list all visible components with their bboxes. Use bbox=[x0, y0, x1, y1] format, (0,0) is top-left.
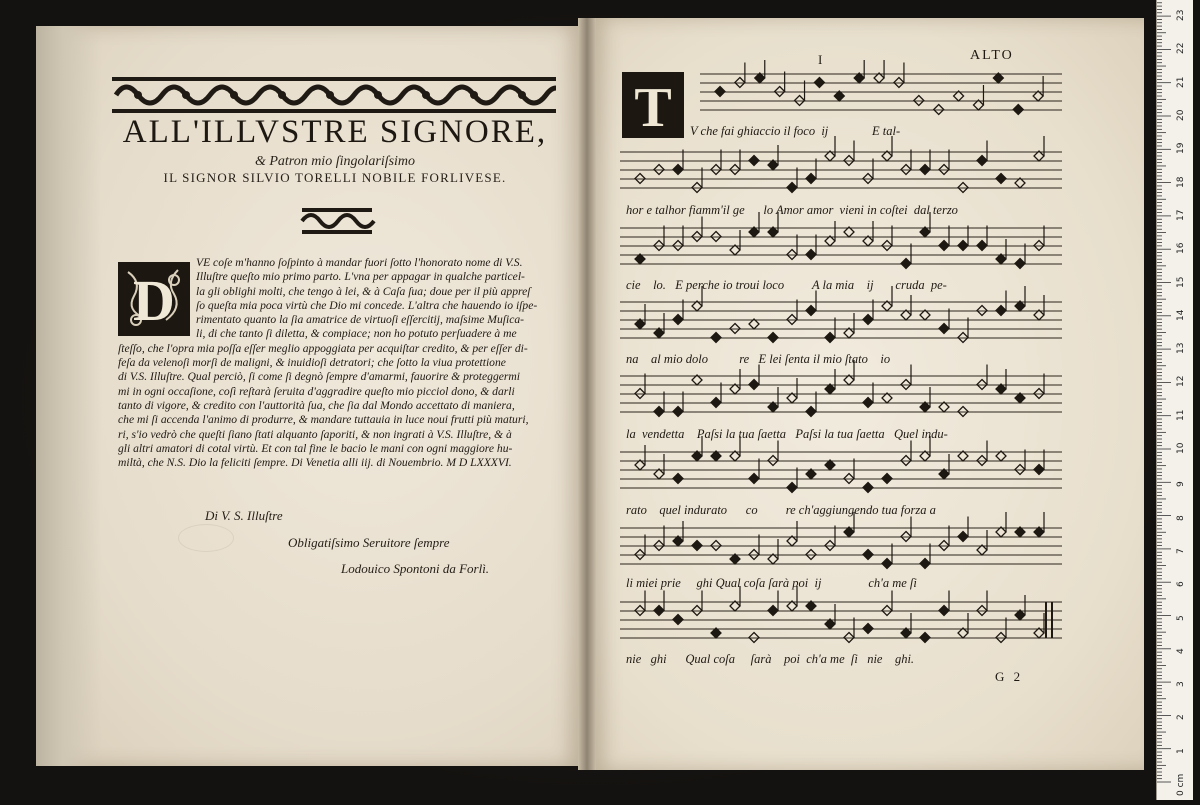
body-line: miltà, che N.S. Dio la feliciti ſempre. Di Venetia alli iij. di Nouembrio. M D LXXXVI. bbox=[118, 456, 512, 470]
body-line: di V.S. Illuſtre. Qual perciò, ſi come ſi degnò ſempre d'amarmi, fauorire & proteggermi bbox=[118, 370, 520, 384]
note-head bbox=[806, 174, 816, 184]
lyric-line: na al mio dolo re E lei ſenta il mio ſtato io bbox=[626, 352, 891, 366]
note-head bbox=[673, 165, 683, 175]
body-line: ri, s'io vedrò che queſti ſiano ſtati alquanto ſaporiti, & non ingrati à V.S. Illuſtre, & à bbox=[118, 427, 512, 441]
decorated-initial-t-letter: T bbox=[634, 77, 672, 139]
ruler-ticks bbox=[1157, 0, 1193, 800]
body-line: ſteſſo, che l'opra mia poſſa eſſer meglio appoggiata per acquiſtar credito, & per eſſer di- bbox=[118, 341, 528, 355]
note-head bbox=[939, 241, 949, 251]
note-head bbox=[673, 474, 683, 484]
ruler-label: 4 bbox=[1176, 648, 1186, 654]
note-head bbox=[749, 156, 759, 166]
left-page-edge-shadow bbox=[36, 26, 102, 766]
note-head bbox=[711, 333, 721, 343]
note-head bbox=[863, 315, 873, 325]
note-head bbox=[825, 333, 835, 343]
note-head bbox=[806, 407, 816, 417]
note-head bbox=[863, 624, 873, 634]
lyric-line: la vendetta Paſsi la tua ſaetta Paſsi la tua ſaetta Quel indu- bbox=[626, 427, 948, 441]
ruler-label: 1 bbox=[1176, 747, 1186, 754]
gathering-signature: G 2 bbox=[995, 669, 1024, 684]
ruler-label: 9 bbox=[1176, 481, 1186, 488]
body-line: ſo queſta mia poca virtù che Dio mi concede. L'altra che hauendo io iſpe- bbox=[196, 298, 538, 312]
ruler-label: 13 bbox=[1176, 342, 1186, 355]
note-head bbox=[673, 615, 683, 625]
lyric-line: nie ghi Qual coſa ſarà poi ch'a me ſi nie ghi. bbox=[626, 652, 915, 666]
ruler-label: 5 bbox=[1176, 614, 1186, 621]
note-head bbox=[863, 550, 873, 560]
note-head bbox=[768, 606, 778, 616]
note-head bbox=[863, 483, 873, 493]
dedication-body bbox=[118, 256, 562, 470]
dedicatee-name: IL SIGNOR SILVIO TORELLI NOBILE FORLIVESE. bbox=[163, 170, 507, 185]
note-head bbox=[977, 156, 987, 166]
note-head bbox=[787, 183, 797, 193]
body-line: mi in ogni occaſione, coſì reſtarà ſeruita d'aggradire queſto mio picciol dono, & darli bbox=[118, 384, 515, 398]
lyric-line: rato quel indurato co re ch'aggiungendo tua forza a bbox=[626, 503, 936, 517]
ruler-label: 20 bbox=[1176, 109, 1186, 121]
svg-text:D: D bbox=[133, 268, 175, 333]
faint-library-stamp bbox=[178, 524, 234, 552]
ruler-label: 12 bbox=[1176, 375, 1186, 388]
body-line: la gli oblighi molti, che tengo à lei, & à Caſa ſua; doue per il più appreſ bbox=[196, 284, 531, 298]
note-head bbox=[958, 241, 968, 251]
note-head bbox=[1015, 259, 1025, 269]
body-line: VE coſe m'hanno ſoſpinto à mandar fuori ſotto l'honorato nome di V.S. bbox=[196, 256, 523, 269]
ruler-label: 23 bbox=[1176, 9, 1186, 22]
measurement-ruler bbox=[1156, 0, 1193, 800]
note-head bbox=[749, 474, 759, 484]
body-line: feſa da velenoſi morſi de maligni, & inuidioſi detratori; che ſotto la viua protettione bbox=[118, 356, 506, 370]
ruler-label: 10 bbox=[1176, 442, 1186, 454]
book-gutter bbox=[578, 18, 596, 770]
dedication-subtitle: & Patron mio ſingolariſsimo bbox=[254, 154, 416, 169]
note-head bbox=[939, 324, 949, 334]
note-head bbox=[715, 87, 725, 97]
ruler-label: 6 bbox=[1176, 581, 1186, 588]
body-line: che mi ſi accenda l'animo di produrre, & mandare tuttauia in luce noui frutti più maturi, bbox=[118, 413, 529, 427]
note-head bbox=[806, 306, 816, 316]
ruler-label: 3 bbox=[1176, 681, 1186, 688]
ruler-label: 17 bbox=[1176, 209, 1186, 221]
note-head bbox=[673, 407, 683, 417]
note-head bbox=[958, 532, 968, 542]
ruler-label: 8 bbox=[1176, 514, 1186, 521]
note-head bbox=[814, 78, 824, 88]
ruler-label: 16 bbox=[1176, 242, 1186, 255]
note-head bbox=[939, 606, 949, 616]
note-head bbox=[882, 474, 892, 484]
note-head bbox=[711, 398, 721, 408]
fleuron-ornament bbox=[298, 204, 376, 238]
note-head bbox=[882, 559, 892, 569]
ruler-label: 2 bbox=[1176, 714, 1186, 721]
ruler-label: 19 bbox=[1176, 142, 1186, 155]
music-staves bbox=[600, 60, 1080, 690]
ruler-label: 11 bbox=[1176, 409, 1186, 421]
body-line: tanto di vigore, & credito con l'auttorità ſua, che ſia dal Mondo accettato di maniera, bbox=[118, 398, 515, 412]
lyric-line: V che fai ghiaccio il foco ij E tal- bbox=[690, 124, 901, 138]
note-head bbox=[654, 407, 664, 417]
closing-servant-line: Obligatiſsimo Seruitore ſempre bbox=[288, 535, 450, 550]
note-head bbox=[1034, 465, 1044, 475]
body-line: gli altri amatori di cotal virtù. Et con tal fine le bacio le mani con ogni maggiore hu- bbox=[118, 441, 513, 455]
lyric-line: hor e talhor fiamm'il ge lo Amor amor vieni in coſtei dal terzo bbox=[626, 203, 958, 217]
ruler-label: 14 bbox=[1176, 309, 1186, 321]
note-head bbox=[920, 165, 930, 175]
note-head bbox=[692, 541, 702, 551]
author-signature: Lodouico Spontoni da Forlì. bbox=[341, 561, 490, 576]
ruler-label: 7 bbox=[1176, 548, 1186, 554]
voice-part-name: ALTO bbox=[970, 48, 1014, 63]
note-head bbox=[806, 250, 816, 260]
ruler-label: 0 cm bbox=[1176, 773, 1186, 796]
part-number: I bbox=[818, 52, 823, 67]
body-line: rimentato quanto la ſia amatrice de virtuoſi eſſercitij, maſsime Muſica- bbox=[196, 313, 525, 327]
lyric-line: li miei prie ghi Qual coſa ſarà poi ij ch'a me ſi bbox=[626, 576, 917, 590]
note-head bbox=[996, 306, 1006, 316]
note-head bbox=[901, 259, 911, 269]
headpiece-ornament bbox=[112, 76, 556, 114]
closing-salutation: Di V. S. Illuſtre bbox=[205, 508, 283, 523]
ruler-label: 18 bbox=[1176, 176, 1186, 188]
ruler-label: 22 bbox=[1176, 42, 1186, 55]
note-head bbox=[977, 241, 987, 251]
ruler-label: 21 bbox=[1176, 76, 1186, 88]
note-head bbox=[768, 333, 778, 343]
note-head bbox=[996, 174, 1006, 184]
page-title: ALL'ILLVSTRE SIGNORE, bbox=[122, 114, 548, 150]
note-head bbox=[1013, 105, 1023, 115]
note-head bbox=[920, 559, 930, 569]
note-head bbox=[749, 380, 759, 390]
body-line: Illuſtre queſto mio primo parto. L'vna per appagar in qualche particel- bbox=[196, 270, 525, 284]
note-head bbox=[920, 633, 930, 643]
note-head bbox=[673, 315, 683, 325]
body-line: li, di che tanto ſi diletta, & compiace; non ho potuto perſuadere à me bbox=[196, 327, 517, 341]
note-head bbox=[787, 483, 797, 493]
note-head bbox=[863, 398, 873, 408]
ruler-label: 15 bbox=[1176, 276, 1186, 288]
note-head bbox=[654, 606, 664, 616]
lyric-line: cie lo. E perche io troui loco A la mia ij cruda pe- bbox=[626, 278, 947, 292]
